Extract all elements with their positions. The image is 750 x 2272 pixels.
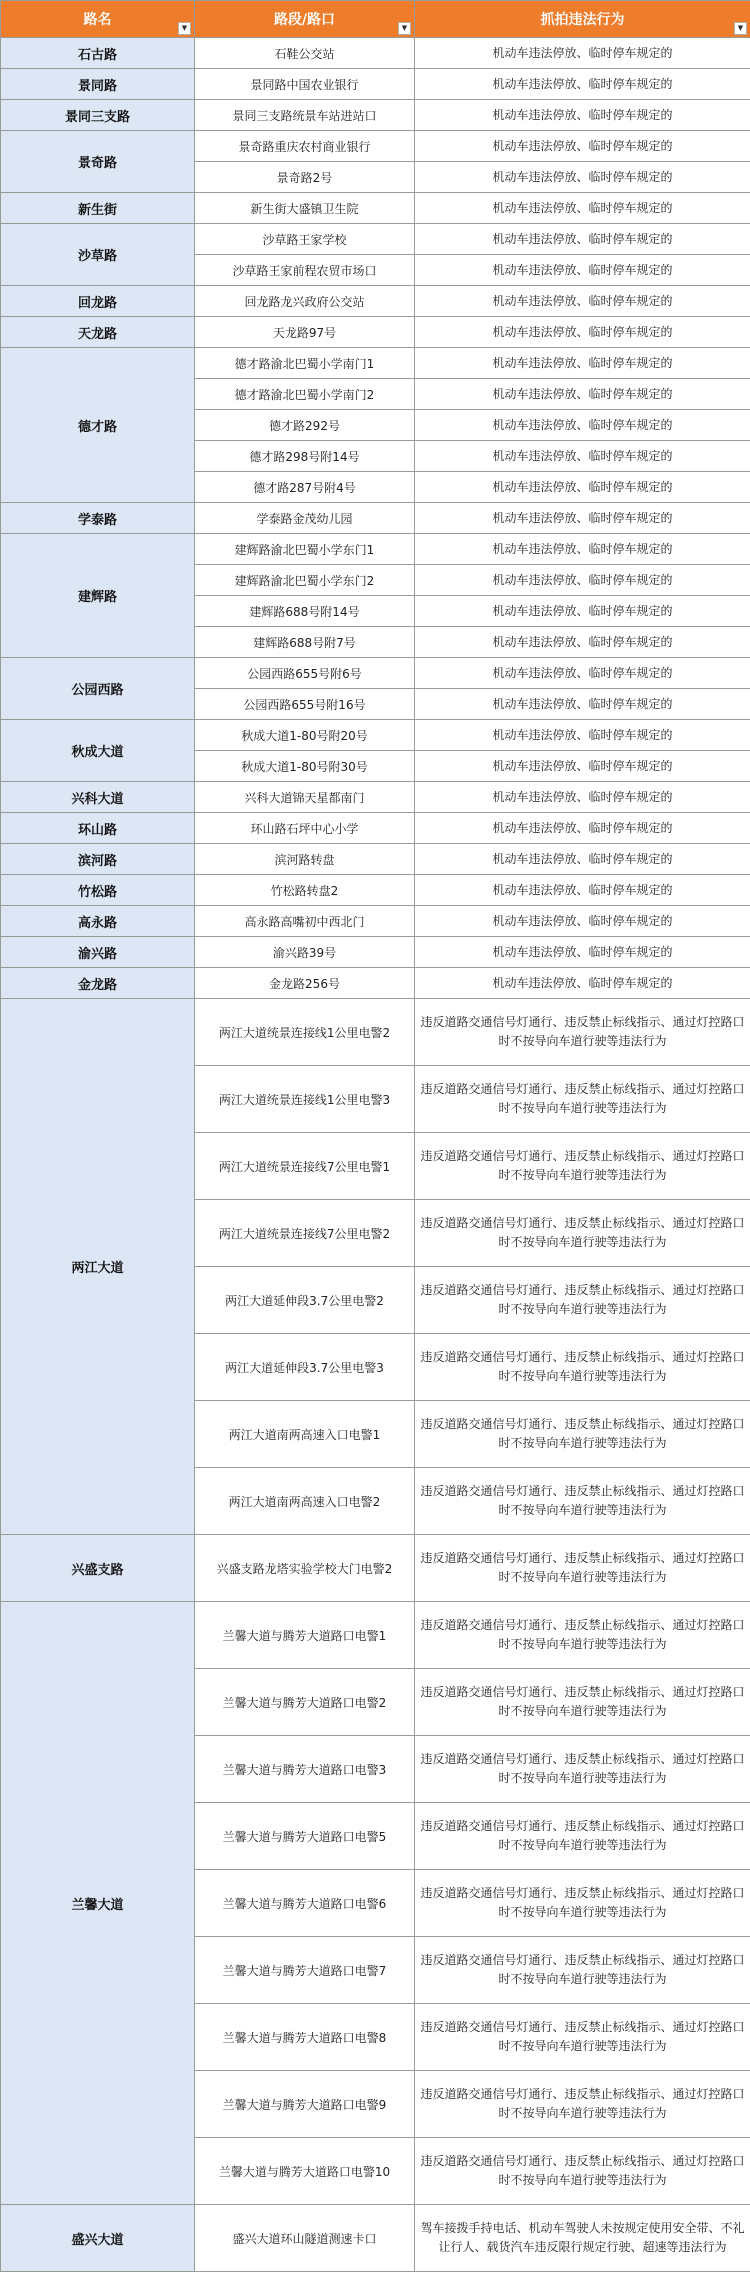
- location-cell: 景奇路2号: [195, 162, 415, 193]
- location-cell: 兰馨大道与腾芳大道路口电警2: [195, 1669, 415, 1736]
- table-body: [1, 38, 750, 2272]
- violation-cell: 机动车违法停放、临时停车规定的: [415, 472, 750, 503]
- violation-cell: 机动车违法停放、临时停车规定的: [415, 751, 750, 782]
- table-row: [1, 348, 750, 379]
- header-location[interactable]: [195, 1, 415, 38]
- violation-cell: 机动车违法停放、临时停车规定的: [415, 720, 750, 751]
- header-behavior[interactable]: [415, 1, 750, 38]
- violation-cell: 违反道路交通信号灯通行、违反禁止标线指示、通过灯控路口时不按导向车道行驶等违法行为: [415, 1669, 750, 1736]
- header-row: [1, 1, 750, 38]
- location-cell: 两江大道南两高速入口电警2: [195, 1468, 415, 1535]
- location-cell: 建辉路688号附14号: [195, 596, 415, 627]
- location-cell: 建辉路渝北巴蜀小学东门2: [195, 565, 415, 596]
- violation-cell: 机动车违法停放、临时停车规定的: [415, 503, 750, 534]
- violation-cell: 违反道路交通信号灯通行、违反禁止标线指示、通过灯控路口时不按导向车道行驶等违法行为: [415, 1133, 750, 1200]
- location-cell: 回龙路龙兴政府公交站: [195, 286, 415, 317]
- violation-cell: 机动车违法停放、临时停车规定的: [415, 937, 750, 968]
- violation-cell: 违反道路交通信号灯通行、违反禁止标线指示、通过灯控路口时不按导向车道行驶等违法行为: [415, 1535, 750, 1602]
- table-row: [1, 658, 750, 689]
- filter-dropdown-icon[interactable]: ▼: [178, 22, 191, 35]
- location-cell: 兰馨大道与腾芳大道路口电警9: [195, 2071, 415, 2138]
- header-behavior-label: 抓拍违法行为: [541, 12, 625, 28]
- table-row: [1, 782, 750, 813]
- violation-cell: 机动车违法停放、临时停车规定的: [415, 689, 750, 720]
- location-cell: 渝兴路39号: [195, 937, 415, 968]
- location-cell: 景同路中国农业银行: [195, 69, 415, 100]
- violation-cell: 机动车违法停放、临时停车规定的: [415, 782, 750, 813]
- road-name-cell: 建辉路: [1, 534, 195, 658]
- road-name-cell: 公园西路: [1, 658, 195, 720]
- violation-cell: 机动车违法停放、临时停车规定的: [415, 627, 750, 658]
- violation-cell: 机动车违法停放、临时停车规定的: [415, 658, 750, 689]
- location-cell: 兰馨大道与腾芳大道路口电警3: [195, 1736, 415, 1803]
- road-name-cell: 秋成大道: [1, 720, 195, 782]
- table-row: [1, 317, 750, 348]
- violation-cell: 机动车违法停放、临时停车规定的: [415, 534, 750, 565]
- location-cell: 两江大道统景连接线7公里电警1: [195, 1133, 415, 1200]
- location-cell: 两江大道延伸段3.7公里电警3: [195, 1334, 415, 1401]
- table-row: [1, 999, 750, 1066]
- location-cell: 两江大道统景连接线1公里电警3: [195, 1066, 415, 1133]
- violation-cell: 违反道路交通信号灯通行、违反禁止标线指示、通过灯控路口时不按导向车道行驶等违法行为: [415, 2071, 750, 2138]
- location-cell: 石鞋公交站: [195, 38, 415, 69]
- road-name-cell: 兴科大道: [1, 782, 195, 813]
- location-cell: 德才路渝北巴蜀小学南门2: [195, 379, 415, 410]
- table-row: [1, 968, 750, 999]
- header-road[interactable]: [1, 1, 195, 38]
- location-cell: 德才路渝北巴蜀小学南门1: [195, 348, 415, 379]
- road-name-cell: 景同三支路: [1, 100, 195, 131]
- road-name-cell: 德才路: [1, 348, 195, 503]
- violation-cell: 驾车接拨手持电话、机动车驾驶人未按规定使用安全带、不礼让行人、载货汽车违反限行规定行驶、超速等违法行为: [415, 2205, 750, 2272]
- road-name-cell: 景同路: [1, 69, 195, 100]
- filter-dropdown-icon[interactable]: ▼: [398, 22, 411, 35]
- location-cell: 景同三支路统景车站进站口: [195, 100, 415, 131]
- location-cell: 兰馨大道与腾芳大道路口电警8: [195, 2004, 415, 2071]
- violation-cell: 机动车违法停放、临时停车规定的: [415, 410, 750, 441]
- road-name-cell: 两江大道: [1, 999, 195, 1535]
- road-name-cell: 滨河路: [1, 844, 195, 875]
- road-name-cell: 兴盛支路: [1, 1535, 195, 1602]
- road-name-cell: 渝兴路: [1, 937, 195, 968]
- road-name-cell: 回龙路: [1, 286, 195, 317]
- table-row: [1, 38, 750, 69]
- violation-cell: 机动车违法停放、临时停车规定的: [415, 317, 750, 348]
- table-row: [1, 131, 750, 162]
- location-cell: 德才路298号附14号: [195, 441, 415, 472]
- table-row: [1, 1602, 750, 1669]
- road-name-cell: 盛兴大道: [1, 2205, 195, 2272]
- table-row: [1, 100, 750, 131]
- table-row: [1, 193, 750, 224]
- location-cell: 天龙路97号: [195, 317, 415, 348]
- road-name-cell: 景奇路: [1, 131, 195, 193]
- location-cell: 景奇路重庆农村商业银行: [195, 131, 415, 162]
- location-cell: 高永路高嘴初中西北门: [195, 906, 415, 937]
- table-row: [1, 844, 750, 875]
- violation-cell: 机动车违法停放、临时停车规定的: [415, 844, 750, 875]
- location-cell: 秋成大道1-80号附30号: [195, 751, 415, 782]
- road-name-cell: 金龙路: [1, 968, 195, 999]
- road-name-cell: 竹松路: [1, 875, 195, 906]
- violation-cell: 机动车违法停放、临时停车规定的: [415, 596, 750, 627]
- location-cell: 兴科大道锦天星都南门: [195, 782, 415, 813]
- road-name-cell: 天龙路: [1, 317, 195, 348]
- location-cell: 沙草路王家学校: [195, 224, 415, 255]
- table-row: [1, 875, 750, 906]
- road-name-cell: 沙草路: [1, 224, 195, 286]
- location-cell: 两江大道统景连接线1公里电警2: [195, 999, 415, 1066]
- location-cell: 盛兴大道环山隧道测速卡口: [195, 2205, 415, 2272]
- violation-cell: 违反道路交通信号灯通行、违反禁止标线指示、通过灯控路口时不按导向车道行驶等违法行为: [415, 999, 750, 1066]
- violation-cell: 机动车违法停放、临时停车规定的: [415, 286, 750, 317]
- table-row: [1, 813, 750, 844]
- violation-cell: 违反道路交通信号灯通行、违反禁止标线指示、通过灯控路口时不按导向车道行驶等违法行为: [415, 1870, 750, 1937]
- violation-cell: 违反道路交通信号灯通行、违反禁止标线指示、通过灯控路口时不按导向车道行驶等违法行为: [415, 1937, 750, 2004]
- location-cell: 兰馨大道与腾芳大道路口电警6: [195, 1870, 415, 1937]
- violation-cell: 机动车违法停放、临时停车规定的: [415, 441, 750, 472]
- violation-cell: 机动车违法停放、临时停车规定的: [415, 906, 750, 937]
- location-cell: 竹松路转盘2: [195, 875, 415, 906]
- violation-cell: 机动车违法停放、临时停车规定的: [415, 813, 750, 844]
- location-cell: 两江大道延伸段3.7公里电警2: [195, 1267, 415, 1334]
- header-location-label: 路段/路口: [274, 12, 335, 28]
- violation-cell: 机动车违法停放、临时停车规定的: [415, 131, 750, 162]
- violation-cell: 违反道路交通信号灯通行、违反禁止标线指示、通过灯控路口时不按导向车道行驶等违法行为: [415, 2138, 750, 2205]
- violation-cell: 机动车违法停放、临时停车规定的: [415, 69, 750, 100]
- road-name-cell: 环山路: [1, 813, 195, 844]
- location-cell: 建辉路688号附7号: [195, 627, 415, 658]
- table-row: [1, 1535, 750, 1602]
- road-name-cell: 新生街: [1, 193, 195, 224]
- table-row: [1, 534, 750, 565]
- location-cell: 新生街大盛镇卫生院: [195, 193, 415, 224]
- violation-cell: 机动车违法停放、临时停车规定的: [415, 224, 750, 255]
- location-cell: 兰馨大道与腾芳大道路口电警5: [195, 1803, 415, 1870]
- road-name-cell: 兰馨大道: [1, 1602, 195, 2205]
- table-row: [1, 503, 750, 534]
- violation-cell: 机动车违法停放、临时停车规定的: [415, 379, 750, 410]
- violation-cell: 机动车违法停放、临时停车规定的: [415, 193, 750, 224]
- location-cell: 公园西路655号附6号: [195, 658, 415, 689]
- location-cell: 沙草路王家前程农贸市场口: [195, 255, 415, 286]
- violation-cell: 违反道路交通信号灯通行、违反禁止标线指示、通过灯控路口时不按导向车道行驶等违法行为: [415, 1602, 750, 1669]
- violation-cell: 机动车违法停放、临时停车规定的: [415, 255, 750, 286]
- location-cell: 兰馨大道与腾芳大道路口电警1: [195, 1602, 415, 1669]
- location-cell: 秋成大道1-80号附20号: [195, 720, 415, 751]
- violation-cell: 违反道路交通信号灯通行、违反禁止标线指示、通过灯控路口时不按导向车道行驶等违法行为: [415, 2004, 750, 2071]
- violation-cell: 违反道路交通信号灯通行、违反禁止标线指示、通过灯控路口时不按导向车道行驶等违法行为: [415, 1334, 750, 1401]
- table-row: [1, 906, 750, 937]
- road-name-cell: 高永路: [1, 906, 195, 937]
- violation-cell: 违反道路交通信号灯通行、违反禁止标线指示、通过灯控路口时不按导向车道行驶等违法行为: [415, 1736, 750, 1803]
- location-cell: 兰馨大道与腾芳大道路口电警10: [195, 2138, 415, 2205]
- road-name-cell: 学泰路: [1, 503, 195, 534]
- violation-cell: 机动车违法停放、临时停车规定的: [415, 38, 750, 69]
- violation-cell: 违反道路交通信号灯通行、违反禁止标线指示、通过灯控路口时不按导向车道行驶等违法行为: [415, 1200, 750, 1267]
- location-cell: 德才路287号附4号: [195, 472, 415, 503]
- violation-cell: 违反道路交通信号灯通行、违反禁止标线指示、通过灯控路口时不按导向车道行驶等违法行为: [415, 1803, 750, 1870]
- location-cell: 学泰路金茂幼儿园: [195, 503, 415, 534]
- violation-cell: 违反道路交通信号灯通行、违反禁止标线指示、通过灯控路口时不按导向车道行驶等违法行为: [415, 1267, 750, 1334]
- location-cell: 公园西路655号附16号: [195, 689, 415, 720]
- table-row: [1, 69, 750, 100]
- violation-cell: 机动车违法停放、临时停车规定的: [415, 162, 750, 193]
- location-cell: 环山路石坪中心小学: [195, 813, 415, 844]
- violation-cell: 违反道路交通信号灯通行、违反禁止标线指示、通过灯控路口时不按导向车道行驶等违法行为: [415, 1401, 750, 1468]
- violation-cell: 机动车违法停放、临时停车规定的: [415, 100, 750, 131]
- table-row: [1, 2205, 750, 2272]
- filter-dropdown-icon[interactable]: ▼: [734, 22, 747, 35]
- table-row: [1, 224, 750, 255]
- location-cell: 滨河路转盘: [195, 844, 415, 875]
- violation-cell: 机动车违法停放、临时停车规定的: [415, 875, 750, 906]
- violation-cell: 机动车违法停放、临时停车规定的: [415, 565, 750, 596]
- location-cell: 金龙路256号: [195, 968, 415, 999]
- location-cell: 两江大道统景连接线7公里电警2: [195, 1200, 415, 1267]
- location-cell: 兰馨大道与腾芳大道路口电警7: [195, 1937, 415, 2004]
- table-row: [1, 286, 750, 317]
- location-cell: 建辉路渝北巴蜀小学东门1: [195, 534, 415, 565]
- location-cell: 两江大道南两高速入口电警1: [195, 1401, 415, 1468]
- table-row: [1, 937, 750, 968]
- violation-cell: 违反道路交通信号灯通行、违反禁止标线指示、通过灯控路口时不按导向车道行驶等违法行为: [415, 1066, 750, 1133]
- table-row: [1, 720, 750, 751]
- location-cell: 兴盛支路龙塔实验学校大门电警2: [195, 1535, 415, 1602]
- violation-cell: 机动车违法停放、临时停车规定的: [415, 968, 750, 999]
- violation-cell: 机动车违法停放、临时停车规定的: [415, 348, 750, 379]
- road-name-cell: 石古路: [1, 38, 195, 69]
- location-cell: 德才路292号: [195, 410, 415, 441]
- violation-cell: 违反道路交通信号灯通行、违反禁止标线指示、通过灯控路口时不按导向车道行驶等违法行为: [415, 1468, 750, 1535]
- header-road-label: 路名: [84, 12, 112, 28]
